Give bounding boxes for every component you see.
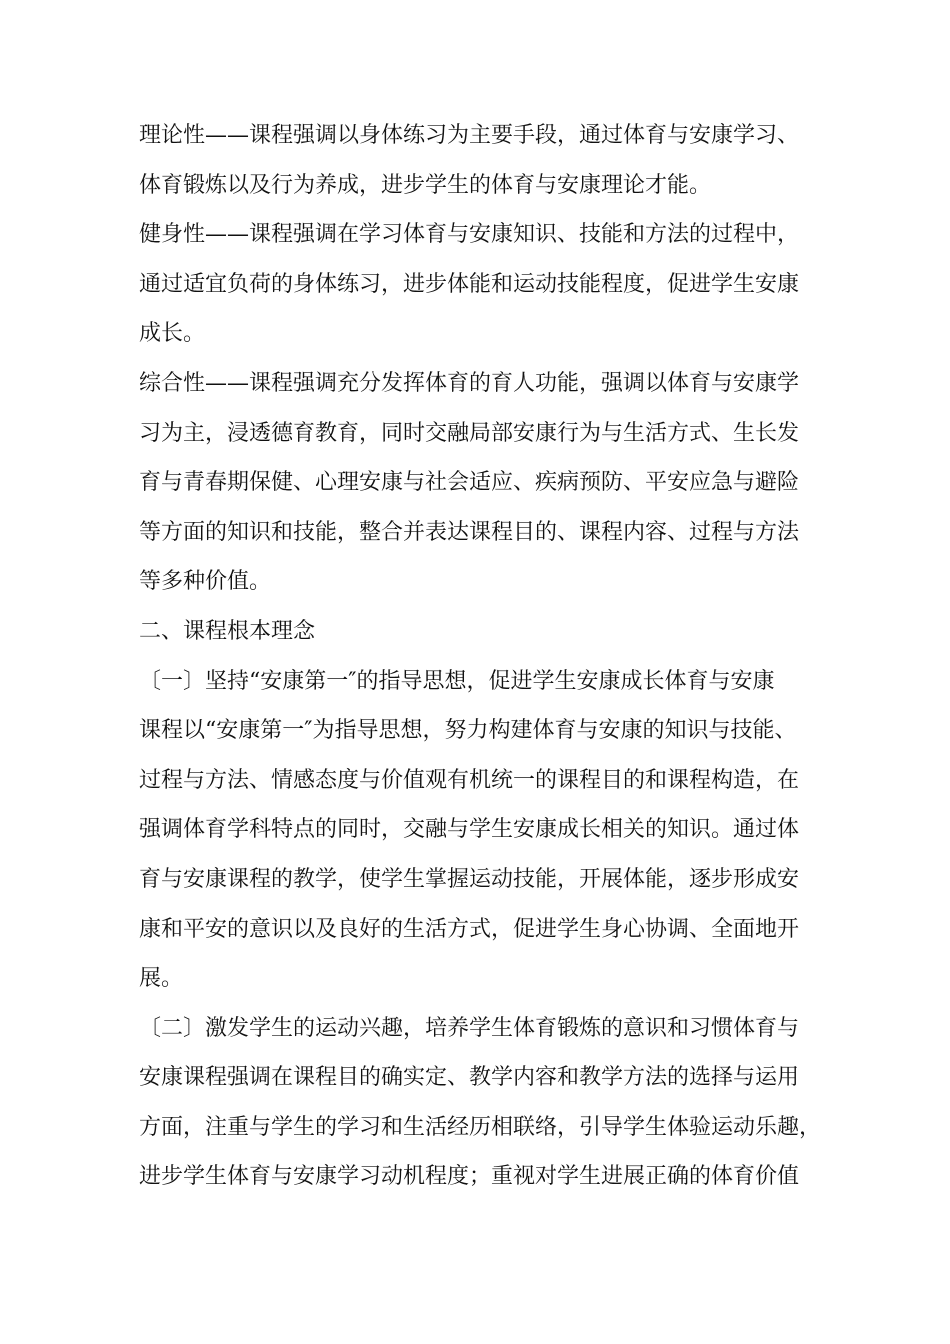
text-line: 强调体育学科特点的同时，交融与学生安康成长相关的知识。通过体 (139, 817, 800, 843)
text-line: 理论性——课程强调以身体练习为主要手段，通过体育与安康学习、 (139, 123, 800, 148)
text-line: 健身性——课程强调在学习体育与安康知识、技能和方法的过程中， (139, 222, 800, 248)
text-line: 进步学生体育与安康学习动机程度；重视对学生进展正确的体育价值 (139, 1164, 800, 1190)
text-line: 等方面的知识和技能，整合并表达课程目的、课程内容、过程与方法 (139, 519, 800, 545)
document-body (139, 111, 829, 1202)
text-line: 体育锻炼以及行为养成，进步学生的体育与安康理论才能。 (139, 172, 712, 198)
text-line: 育与青春期保健、心理安康与社会适应、疾病预防、平安应急与避险 (139, 470, 800, 496)
text-line: 育与安康课程的教学，使学生掌握运动技能，开展体能，逐步形成安 (139, 866, 800, 892)
text-line: 等多种价值。 (139, 569, 272, 595)
text-line: 方面，注重与学生的学习和生活经历相联络，引导学生体验运动乐趣， (139, 1114, 822, 1140)
text-line: 康和平安的意识以及良好的生活方式，促进学生身心协调、全面地开 (139, 916, 800, 942)
text-line: 〔二〕激发学生的运动兴趣，培养学生体育锻炼的意识和习惯体育与 (139, 1015, 800, 1041)
section-heading: 二、课程根本理念 (139, 618, 316, 644)
text-line: 展。 (139, 966, 184, 992)
text-line: 课程以“安康第一″为指导思想，努力构建体育与安康的知识与技能、 (139, 718, 797, 744)
text-line: 过程与方法、情感态度与价值观有机统一的课程目的和课程构造，在 (139, 767, 800, 793)
text-line: 〔一〕坚持“安康第一″的指导思想，促进学生安康成长体育与安康 (139, 668, 775, 694)
text-line: 通过适宜负荷的身体练习，进步体能和运动技能程度，促进学生安康 (139, 271, 800, 297)
text-line: 综合性——课程强调充分发挥体育的育人功能，强调以体育与安康学 (139, 370, 800, 396)
text-line: 安康课程强调在课程目的确实定、教学内容和教学方法的选择与运用 (139, 1065, 800, 1091)
text-line: 成长。 (139, 321, 206, 347)
text-line: 习为主，浸透德育教育，同时交融局部安康行为与生活方式、生长发 (139, 420, 800, 446)
